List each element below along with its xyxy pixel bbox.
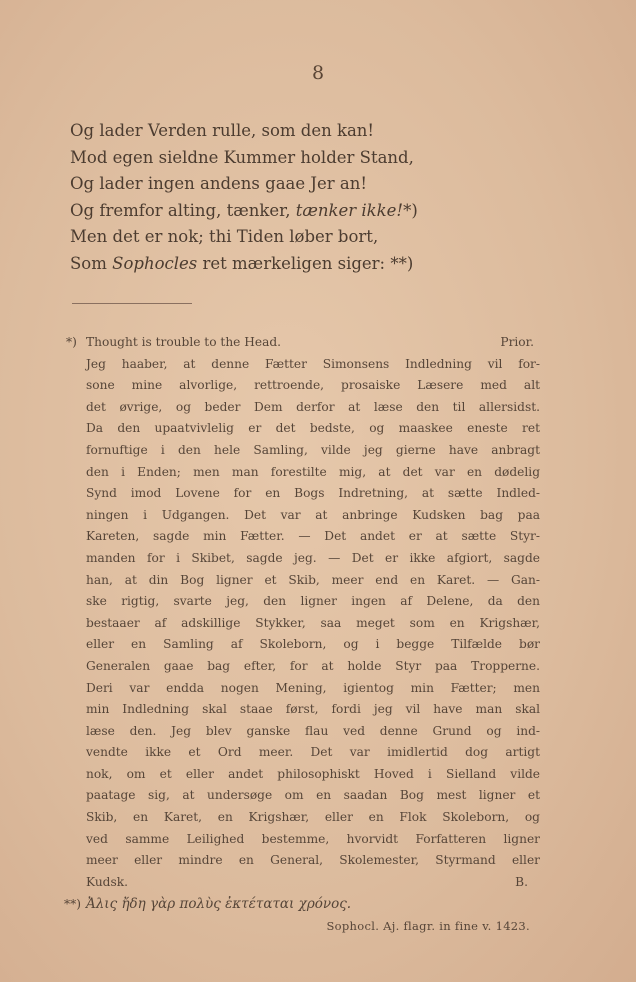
footnote-line-text: læse den. Jeg blev ganske flau ved denne Grund og ind- — [86, 723, 540, 738]
footnote-line — [86, 764, 540, 786]
footnote-line — [86, 397, 540, 419]
poem-emphasis: Sophocles — [112, 253, 198, 273]
poem-stanza — [70, 118, 490, 277]
footnote-line — [86, 829, 540, 851]
footnote-line-text: den i Enden; men man forestilte mig, at det var en dødelig — [86, 464, 540, 479]
footnote-line-text: ningen i Udgangen. Det var at anbringe Kudsken bag paa — [86, 507, 540, 522]
footnote-line-text: min Indledning skal staae først, fordi jeg vil have man skal — [86, 702, 540, 717]
footnote-line-text: Da den upaatvivlelig er det bedste, og maaskee eneste ret — [86, 421, 540, 436]
footnote-line — [86, 613, 540, 635]
footnote-line-text: bestaaer af adskillige Stykker, saa meget som en Krigshær, — [86, 615, 540, 630]
footnote-line — [86, 548, 540, 570]
greek-quote: Ἀλις ἤδη γὰρ πολὺς ἐκτέταται χρόνος. — [86, 896, 352, 913]
footnote-line-text: eller en Samling af Skoleborn, og i begge Tilfælde bør — [86, 637, 540, 652]
poem-line — [70, 251, 490, 278]
footnote-line — [86, 462, 540, 484]
poem-line — [70, 145, 490, 172]
footnote-line-text: Deri var endda nogen Mening, igientog min Fætter; men — [86, 680, 540, 695]
footnote-line — [86, 440, 540, 462]
footnote-line-text: det øvrige, og beder Dem derfor at læse den til allersidst. — [86, 399, 540, 414]
poem-suffix: ret mærkeligen siger: **) — [197, 253, 414, 273]
footnote-line — [86, 526, 540, 548]
footnote-line-text: Kareten, sagde min Fætter. — Det andet er at sætte Styr- — [86, 529, 540, 544]
poem-text: Mod egen sieldne Kummer holder Stand, — [70, 147, 414, 167]
footnote-line — [86, 483, 540, 505]
footnotes — [64, 332, 540, 938]
page-number: 8 — [311, 62, 325, 84]
footnote-last-line: Kudsk. — [86, 874, 129, 889]
footnote-line-text: ved samme Leilighed bestemme, hvorvidt Forfatteren ligner — [86, 831, 540, 846]
footnote-line — [86, 656, 540, 678]
footnote-1-heading — [66, 332, 540, 354]
footnote-line — [86, 634, 540, 656]
footnote-line-text: vendte ikke et Ord meer. Det var imidlertid dog artigt — [86, 745, 540, 760]
poem-text: Som — [70, 253, 113, 273]
footnote-line — [86, 699, 540, 721]
footnote-2-marker: **) — [64, 897, 81, 912]
footnote-line-text: paatage sig, at undersøge om en saadan Bog mest ligner et — [86, 788, 540, 803]
footnote-line — [86, 785, 540, 807]
footnote-1-body — [86, 354, 540, 872]
poem-line — [70, 171, 490, 198]
poem-line — [70, 198, 490, 225]
footnote-line-text: nok, om et eller andet philosophiskt Hoved i Sielland vilde — [86, 766, 540, 781]
poem-text: Og lader Verden rulle, som den kan! — [70, 121, 375, 140]
poem-emphasis: tænker ikke! — [295, 200, 404, 220]
footnote-line — [86, 354, 540, 376]
footnote-1-closing — [86, 872, 540, 894]
footnote-line — [86, 505, 540, 527]
footnote-line — [86, 721, 540, 743]
footnote-line — [86, 742, 540, 764]
poem-text: Og lader ingen andens gaae Jer an! — [70, 174, 367, 193]
footnote-2-greek — [64, 894, 540, 916]
footnote-line — [86, 418, 540, 440]
footnote-line-text: han, at din Bog ligner et Skib, meer end en Karet. — Gan- — [86, 572, 540, 587]
footnote-line — [86, 850, 540, 872]
footnote-line-text: manden for i Skibet, sagde jeg. — Det er ikke afgiort, sagde — [86, 550, 540, 565]
footnote-line-text: Generalen gaae bag efter, for at holde Styr paa Tropperne. — [86, 658, 540, 673]
footnote-line-text: Synd imod Lovene for en Bogs Indretning, at sætte Indled- — [86, 486, 540, 501]
footnote-marker: *) — [66, 335, 77, 349]
poem-line — [70, 224, 490, 251]
footnote-line-text: meer eller mindre en General, Skolemester, Styrmand eller — [86, 853, 540, 868]
footnote-attribution: Prior. — [500, 335, 534, 349]
poem-line — [70, 118, 490, 145]
footnote-signoff: B. — [515, 874, 528, 889]
footnote-line — [86, 591, 540, 613]
poem-text: Men det er nok; thi Tiden løber bort, — [70, 227, 379, 246]
footnote-quote: Thought is trouble to the Head. — [86, 335, 282, 349]
footnote-line — [86, 570, 540, 592]
poem-suffix: *) — [403, 200, 418, 220]
footnote-line — [86, 375, 540, 397]
footnote-line-text: Skib, en Karet, en Krigshær, eller en Flok Skoleborn, og — [86, 810, 540, 825]
footnote-divider — [72, 303, 192, 304]
footnote-line — [86, 678, 540, 700]
footnote-line-text: Jeg haaber, at denne Fætter Simonsens Indledning vil for- — [86, 356, 540, 371]
footnote-line-text: sone mine alvorlige, rettroende, prosaiske Læsere med alt — [86, 378, 540, 393]
footnote-line-text: ske rigtig, svarte jeg, den ligner ingen af Delene, da den — [86, 594, 540, 609]
poem-text: Og fremfor alting, tænker, — [70, 200, 296, 220]
footnote-line — [86, 807, 540, 829]
footnote-line-text: fornuftige i den hele Samling, vilde jeg gierne have anbragt — [86, 442, 540, 457]
footnote-2-citation: Sophocl. Aj. flagr. in fine v. 1423. — [326, 919, 530, 934]
